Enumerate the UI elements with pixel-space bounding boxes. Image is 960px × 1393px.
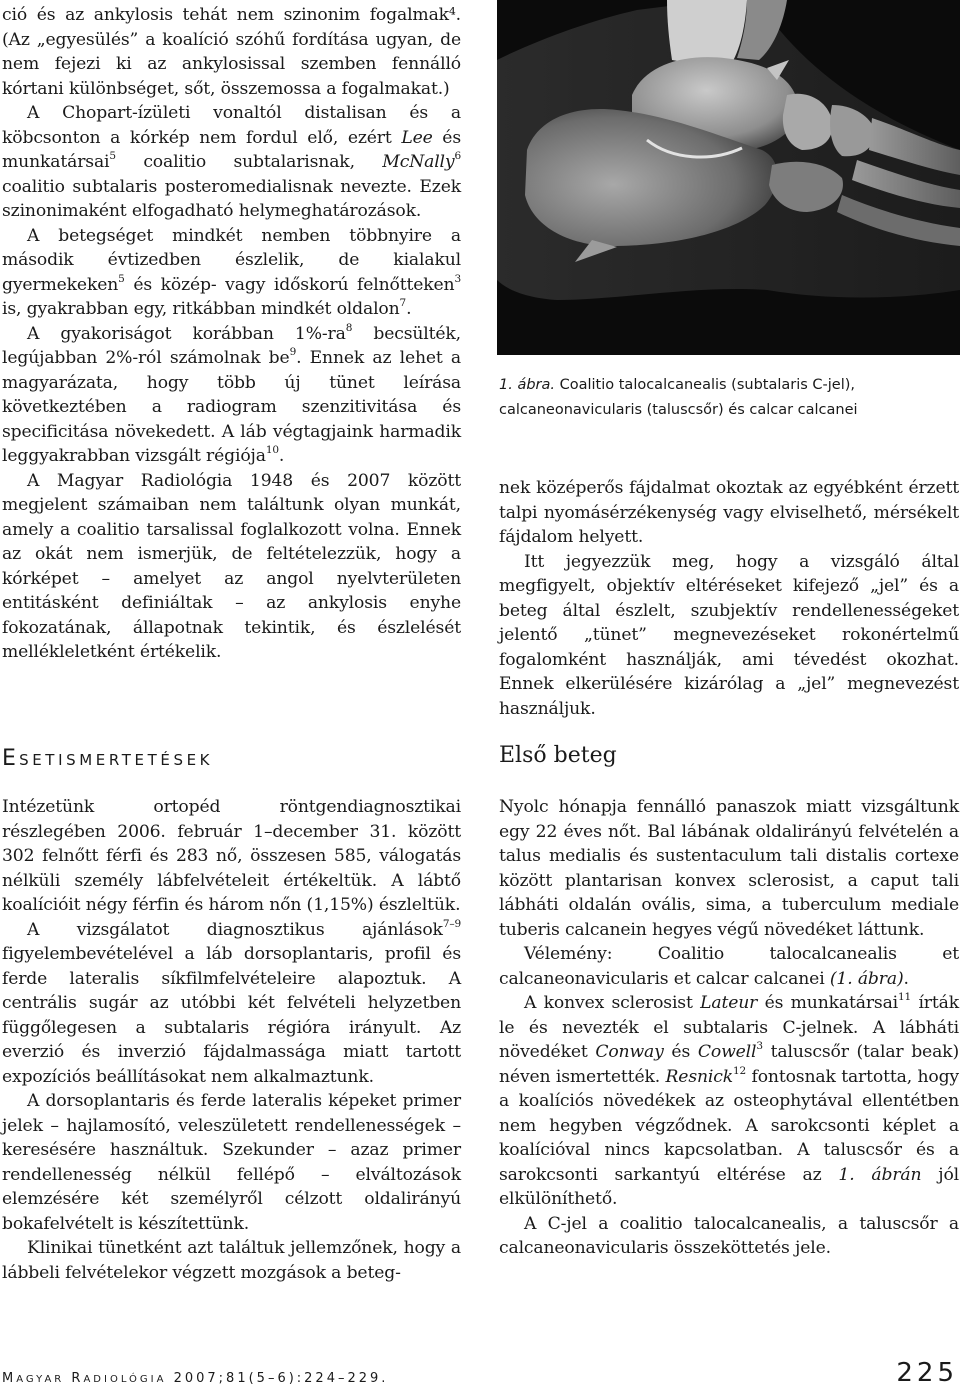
- paragraph: Vélemény: Coalitio talocalcanealis et calcaneonavicularis et calcar calcanei (1. ábra).: [499, 944, 959, 989]
- reference-marker: 3: [756, 1040, 763, 1053]
- reference-marker: 12: [733, 1064, 747, 1077]
- paragraph: A C-jel a coalitio talocalcanealis, a taluscsőr a calcaneonavicularis összeköttetés jele.: [499, 1213, 959, 1258]
- reference-marker: 5: [109, 150, 116, 163]
- figure-reference: (1. ábra): [829, 968, 904, 989]
- paragraph: Klinikai tünetként azt találtuk jellemzőnek, hogy a lábbeli felvételekor végzett mozgások a beteg-: [2, 1238, 461, 1283]
- paragraph: A vizsgálatot diagnosztikus ajánlások$^{7-9}$ figyelembevételével a láb dorsoplantaris, profil és ferde lateralis síkfilmfelvételeire alapoztuk. A centrális sugár az utóbbi két felvételi helyzetben függőlegesen a subtalaris régióra irányult. Az everzió és inverzió fájdalmassága miatt tartott expozíciós beállításokat nem alkalmaztunk.: [2, 917, 461, 1087]
- paragraph: ció és az ankylosis tehát nem szinonim fogalmak⁴. (Az „egyesülés” a koalíció szóhű fordítása ugyan, de nem fejezi ki az ankylosissal szemben fennálló kórtani különbséget, sőt, összemossa a fogalmakat.): [2, 5, 461, 99]
- reference-marker: 7: [399, 297, 407, 310]
- author-name: Conway: [595, 1042, 664, 1062]
- reference-marker: 8: [345, 321, 353, 334]
- paragraph: A dorsoplantaris és ferde lateralis képeket primer jelek – hajlamosító, veleszületett rendellenességek – keresésére használtuk. Szekunder – azaz primer rendellenesség nélkül fellépő – elváltozások elemzésére két személyről célzott oldalirányú bokafelvételt is készítettünk.: [2, 1091, 461, 1234]
- reference-marker: 5: [118, 272, 125, 285]
- paragraph: A Magyar Radiológia 1948 és 2007 között megjelent számaiban nem találtunk olyan munkát, amely a coalitio tarsalissal foglalkozott volna. Ennek az okát nem ismerjük, de feltételezzük, hogy a kórképet – amelyet az angol nyelvterületen entitásként definiáltak – az ankylosis enyhe fokozatának, állapotnak tekintik, és észlelését mellékleletként értékelik.: [2, 470, 461, 662]
- section-heading: ESETISMERTETÉSEK: [2, 746, 214, 771]
- paragraph: A Chopart-ízületi vonaltól distalisan és a köbcsonton a kórkép nem fordul elő, ezért Lee és munkatársai$^5$ coalitio subtalarisnak, McNally$^6$ coalitio subtalaris posteromedialisnak nevezte. Ezek szinonimaként elfogadható helymeghatározások.: [2, 103, 461, 221]
- reference-marker: 9: [289, 346, 297, 359]
- author-name: McNally: [382, 152, 455, 172]
- figure-caption: [499, 373, 959, 423]
- author-name: Lee: [401, 127, 433, 148]
- figure-caption-text: Coalitio talocalcanealis (subtalaris C-jel), calcaneonavicularis (taluscsőr) és calcar calcanei: [499, 377, 858, 418]
- author-name: Cowell: [697, 1042, 757, 1062]
- paragraph: nek középerős fájdalmat okoztak az egyébként érzett talpi nyomásérzékenység vagy elviselhető, mérsékelt fájdalom helyett.: [499, 478, 959, 547]
- left-column-bottom: [2, 795, 461, 1285]
- paragraph: A gyakoriságot korábban $1\%-ra^8$ becsülték, legújabban 2%-ról számolnak $be^9$. Ennek az lehet a magyarázata, hogy több új tünet leírása következtében a radiogram szenzitivitása és specificitása növekedett. A láb végtagjaink harmadik leggyakrabban vizsgált régiója$^{10}$.: [2, 321, 461, 466]
- reference-marker: 6: [454, 150, 461, 163]
- paragraph: A betegséget mindkét nemben többnyire a második évtizedben észlelik, de kialakul gyermekeken$^5$ és közép- vagy időskorú felnőtteken$^3$ is, gyakrabban egy, ritkábban mindkét oldalon$^7$.: [2, 225, 461, 319]
- xray-figure: [497, 0, 960, 355]
- reference-marker: 10: [265, 444, 279, 457]
- figure-reference: 1. ábrán: [838, 1164, 922, 1185]
- reference-marker: 11: [898, 991, 912, 1004]
- reference-marker: 7–9: [442, 917, 461, 930]
- foot-xray-image: [497, 0, 960, 355]
- reference-marker: 3: [454, 272, 461, 285]
- left-column-top: [2, 3, 461, 665]
- paragraph: Intézetünk ortopéd röntgendiagnosztikai részlegében 2006. február 1–december 31. között 302 felnőtt férfi és 283 nő, összesen 585, válogatás nélküli személy lábfelvételeit értékeltük. A lábtő koalícióit négy férfin és három nőn (1,15%) észleltük.: [2, 797, 461, 915]
- right-column-bottom: [499, 795, 959, 1261]
- page-number: 225: [896, 1358, 958, 1388]
- case-heading: Első beteg: [499, 743, 617, 768]
- author-name: Lateur: [700, 993, 758, 1013]
- paragraph: Itt jegyezzük meg, hogy a vizsgáló által megfigyelt, objektív eltéréseket kifejező „jel” és a beteg által észlelt, szubjektív rendellenességeket jelentő „tünet” megnevezéseket rokonértelmű fogalomként használják, ami tévedést okozhat. Ennek elkerülésére kizárólag a „jel” megnevezést használjuk.: [499, 551, 959, 719]
- figure-label: 1. ábra.: [499, 377, 555, 393]
- paragraph: Nyolc hónapja fennálló panaszok miatt vizsgáltunk egy 22 éves nőt. Bal lábának oldalirányú felvételén a talus medialis és sustentaculum tali distalis cortexe között plantarisan konvex sclerosist, a caput tali lábháti oldalán ovális, sima, a tuberculum mediale tuberis calcanein hegyes végű növedéket láttunk.: [499, 797, 959, 940]
- paragraph: A konvex sclerosist Lateur és munkatársai$^{11}$ írták le és nevezték el subtalaris C-jelnek. A lábháti növedéket Conway és Cowell$^3$ taluscsőr (talar beak) néven ismertették. Resnick$^{12}$ fontosnak tartotta, hogy a koalíciós növedékek az osteophytával ellentétben nem hegyben végződnek. A sarokcsonti képlet a koalícióval nincs kapcsolatban. A taluscsőr és a sarokcsonti sarkantyú eltérése az 1. ábrán jól elkülöníthető.: [499, 991, 960, 1209]
- journal-citation: MAGYAR RADIOLÓGIA 2007;81(5–6):224–229.: [2, 1371, 389, 1386]
- author-name: Resnick: [665, 1066, 733, 1087]
- right-column-top: [499, 476, 959, 721]
